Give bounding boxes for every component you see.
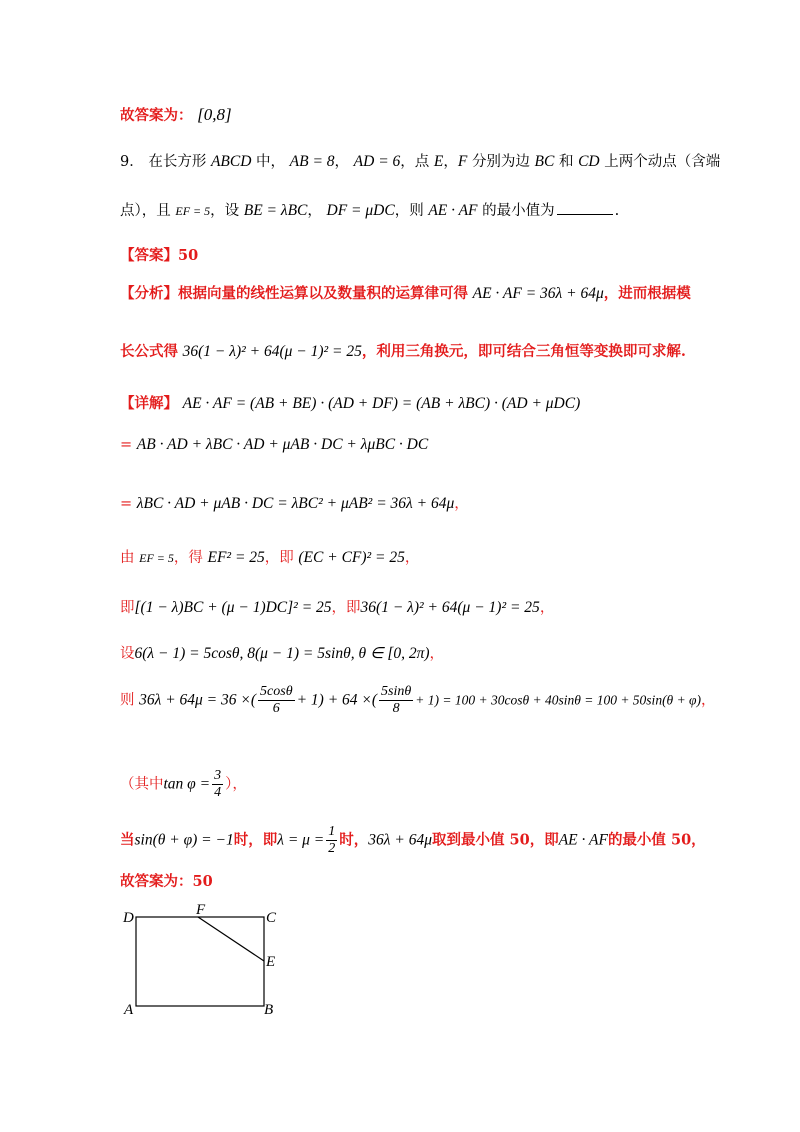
frac-num: 1 [328,824,336,839]
answer-line [120,244,198,265]
fraction [212,768,223,801]
label-d: D [123,910,134,926]
ad-length: AD = 6 [353,153,401,170]
comma: ， [454,496,469,512]
label-a: A [124,1002,134,1018]
detail-line-2 [120,436,428,454]
detail-line-6 [120,642,444,663]
problem-text: ，设 [210,203,240,219]
frac-den: 2 [328,841,336,856]
rect-name: ABCD [210,153,252,170]
detail-formula: 36(1 − λ)² + 64(μ − 1)² = 25 [360,599,540,616]
detail-line-4 [120,546,419,567]
tan-phi: tan φ = [163,775,211,793]
analysis-text: 长公式得 [120,343,178,360]
equals-sign: = [120,437,133,453]
detail-formula: + 1) = 100 + 30cosθ + 40sinθ = 100 + 50sin(θ + φ) [415,692,702,708]
analysis-text: ，利用三角换元，即可结合三角恒等变换即可求解. [361,343,686,360]
problem-text: 上两个动点（含端 [604,154,721,170]
point-f: F [457,153,468,170]
answer-value: 50 [178,247,199,264]
frac-num: 5cosθ [260,684,293,699]
frac-den: 4 [214,785,222,800]
detail-line-7: 则 36λ + 64μ = 36 ×( $\frac{5\cos\theta}{6}$ + 1) + 64 ×( $\frac{5\sin\theta}{8}$ + 1) = 100 + 30cosθ + 40sinθ = 100 + 50sin(θ + φ)， [120,684,716,716]
detail-line-5 [120,596,554,617]
answer-blank [557,214,613,215]
analysis-text: ，进而根据模 [603,285,691,302]
detail-text: 设 [120,646,135,662]
problem-text: 中， [256,154,286,170]
problem-text: 在长方形 [148,154,207,170]
analysis-line-2 [120,340,686,361]
ef-length: EF = 5 [139,551,174,565]
detail-label: 【详解】 [120,395,178,412]
rectangle-figure [110,900,290,1020]
point-e: E [433,153,444,170]
detail-text: （其中 [120,776,164,793]
analysis-formula: 36(1 − λ)² + 64(μ − 1)² = 25 [182,343,362,360]
dot-product: AE · AF [558,831,608,849]
detail-step: AB · AD + λBC · AD + μAB · DC + λμBC · DC [136,436,429,453]
frac-num: 3 [214,768,222,783]
detail-line-3 [120,492,469,513]
detail-text: 当 [120,831,135,849]
rectangle-abcd [136,917,264,1006]
final-answer-label: 故答案为： [120,873,193,890]
comma: ， [404,550,420,566]
fraction [326,824,337,857]
detail-text: 取到最小值 50，即 [431,831,559,849]
fraction [258,684,295,717]
final-answer-value: 50 [192,873,213,890]
side-cd: CD [578,153,600,170]
detail-formula: + 1) + 64 × [296,691,372,709]
detail-text: 时，即 [233,831,278,849]
comma: ， [429,646,445,662]
frac-num: 5sinθ [381,684,412,699]
problem-text: ，点 [400,154,430,170]
label-b: B [264,1002,274,1018]
problem-text: 点），且 [120,203,171,219]
detail-line-8 [120,768,247,801]
dot-product: AE · AF [428,202,478,219]
detail-text: ，即 [264,550,294,566]
problem-text: 的最小值为 [482,203,555,219]
detail-step: AE · AF = (AB + BE) · (AD + DF) = (AB + λBC) · (AD + μDC) [182,395,581,412]
detail-formula: (EC + CF)² = 25 [298,549,405,566]
problem-line-1: 9． 在长方形 ABCD 中， AB = 8， AD = 6，点 E，F 分别为边 BC 和 CD 上两个动点（含端 [120,153,721,170]
analysis-label: 【分析】 [120,285,178,302]
comma: ， [539,600,555,616]
answer-label: 【答案】 [120,247,178,264]
ef-length: EF = 5 [175,204,211,218]
lambda-mu: λ = μ = [277,831,325,849]
label-e: E [266,954,276,970]
problem-text: 和 [558,154,574,170]
analysis-text: 根据向量的线性运算以及数量积的运算律可得 [178,285,468,302]
problem-text: 分别为边 [471,154,530,170]
side-bc: BC [534,153,555,170]
detail-step: λBC · AD + μAB · DC = λBC² + μAB² = 36λ + 64μ [136,495,455,512]
prev-answer-value: [0,8] [197,105,232,124]
detail-text: 时， [339,831,369,849]
detail-formula: 36λ + 64μ = 36 × [139,691,251,709]
segment-ef [198,917,264,961]
analysis-formula: AE · AF = 36λ + 64μ [472,285,604,302]
detail-text: 即 [120,600,135,616]
detail-formula: EF² = 25 [207,549,265,566]
equals-sign: = [120,496,133,512]
frac-den: 6 [272,701,280,716]
detail-text: ）， [225,776,247,793]
ab-length: AB = 8 [289,153,335,170]
detail-text: 则 [120,692,135,709]
prev-answer-label: 故答案为： [120,107,193,124]
problem-text: ，则 [394,203,424,219]
detail-text: ，得 [173,550,203,566]
detail-line-1 [120,392,580,413]
detail-text: 的最小值 50， [607,831,706,849]
fraction [379,684,413,717]
detail-text: 由 [120,550,135,566]
label-f: F [196,902,206,918]
comma: ， [701,692,716,709]
frac-den: 8 [392,701,400,716]
detail-line-9 [120,824,706,857]
detail-formula: 6(λ − 1) = 5cosθ, 8(μ − 1) = 5sinθ, θ ∈ [0, 2π) [134,645,430,662]
be-vector-eq: BE = λBC [243,202,308,219]
label-c: C [266,910,277,926]
df-vector-eq: DF = μDC [326,202,395,219]
prev-answer-line [120,104,232,125]
detail-formula: 36λ + 64μ [368,831,432,849]
period: . [614,203,620,219]
detail-formula: [(1 − λ)BC + (μ − 1)DC]² = 25 [134,599,332,616]
problem-line-2: 点），且 EF = 5，设 BE = λBC， DF = μDC，则 AE · AF 的最小值为 . [120,202,620,219]
analysis-line-1 [120,282,691,303]
detail-formula: sin(θ + φ) = −1 [134,831,234,849]
detail-text: ，即 [331,600,361,616]
problem-number: 9． [120,154,144,170]
final-answer-line [120,870,213,891]
